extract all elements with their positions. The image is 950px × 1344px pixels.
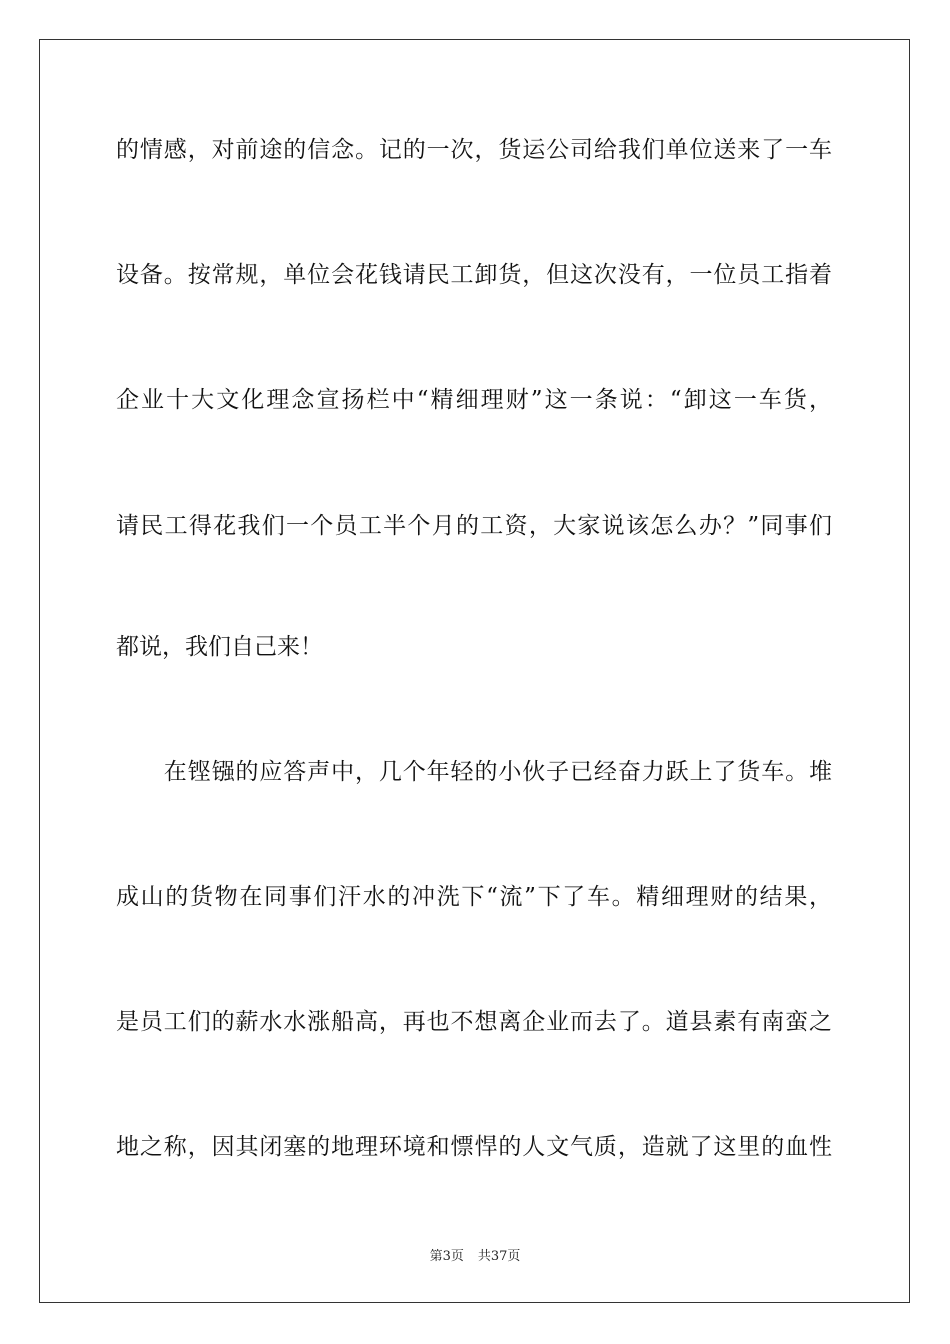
text-line-1: 的情感，对前途的信念。记的一次，货运公司给我们单位送来了一车: [116, 137, 832, 163]
page-footer: [0, 1247, 950, 1267]
text-line-2: 设备。按常规，单位会花钱请民工卸货，但这次没有，一位员工指着: [116, 262, 832, 288]
text-line-9: 地之称，因其闭塞的地理环境和慓悍的人文气质，造就了这里的血性: [116, 1134, 832, 1160]
text-line-4: 请民工得花我们一个员工半个月的工资，大家说该怎么办？”同事们: [116, 513, 832, 539]
text-line-6: 在铿镪的应答声中，几个年轻的小伙子已经奋力跃上了货车。堆: [116, 759, 832, 785]
page-total: 共37页: [477, 1249, 521, 1264]
text-line-3: 企业十大文化理念宣扬栏中“精细理财”这一条说：“卸这一车货，: [116, 387, 832, 413]
text-line-8: 是员工们的薪水水涨船高，再也不想离企业而去了。道县素有南蛮之: [116, 1009, 832, 1035]
page-number: 第3页: [429, 1249, 464, 1264]
text-line-5: 都说，我们自己来！: [116, 634, 323, 660]
text-line-7: 成山的货物在同事们汗水的冲洗下“流”下了车。精细理财的结果，: [116, 884, 832, 910]
page-border: [39, 39, 910, 1303]
